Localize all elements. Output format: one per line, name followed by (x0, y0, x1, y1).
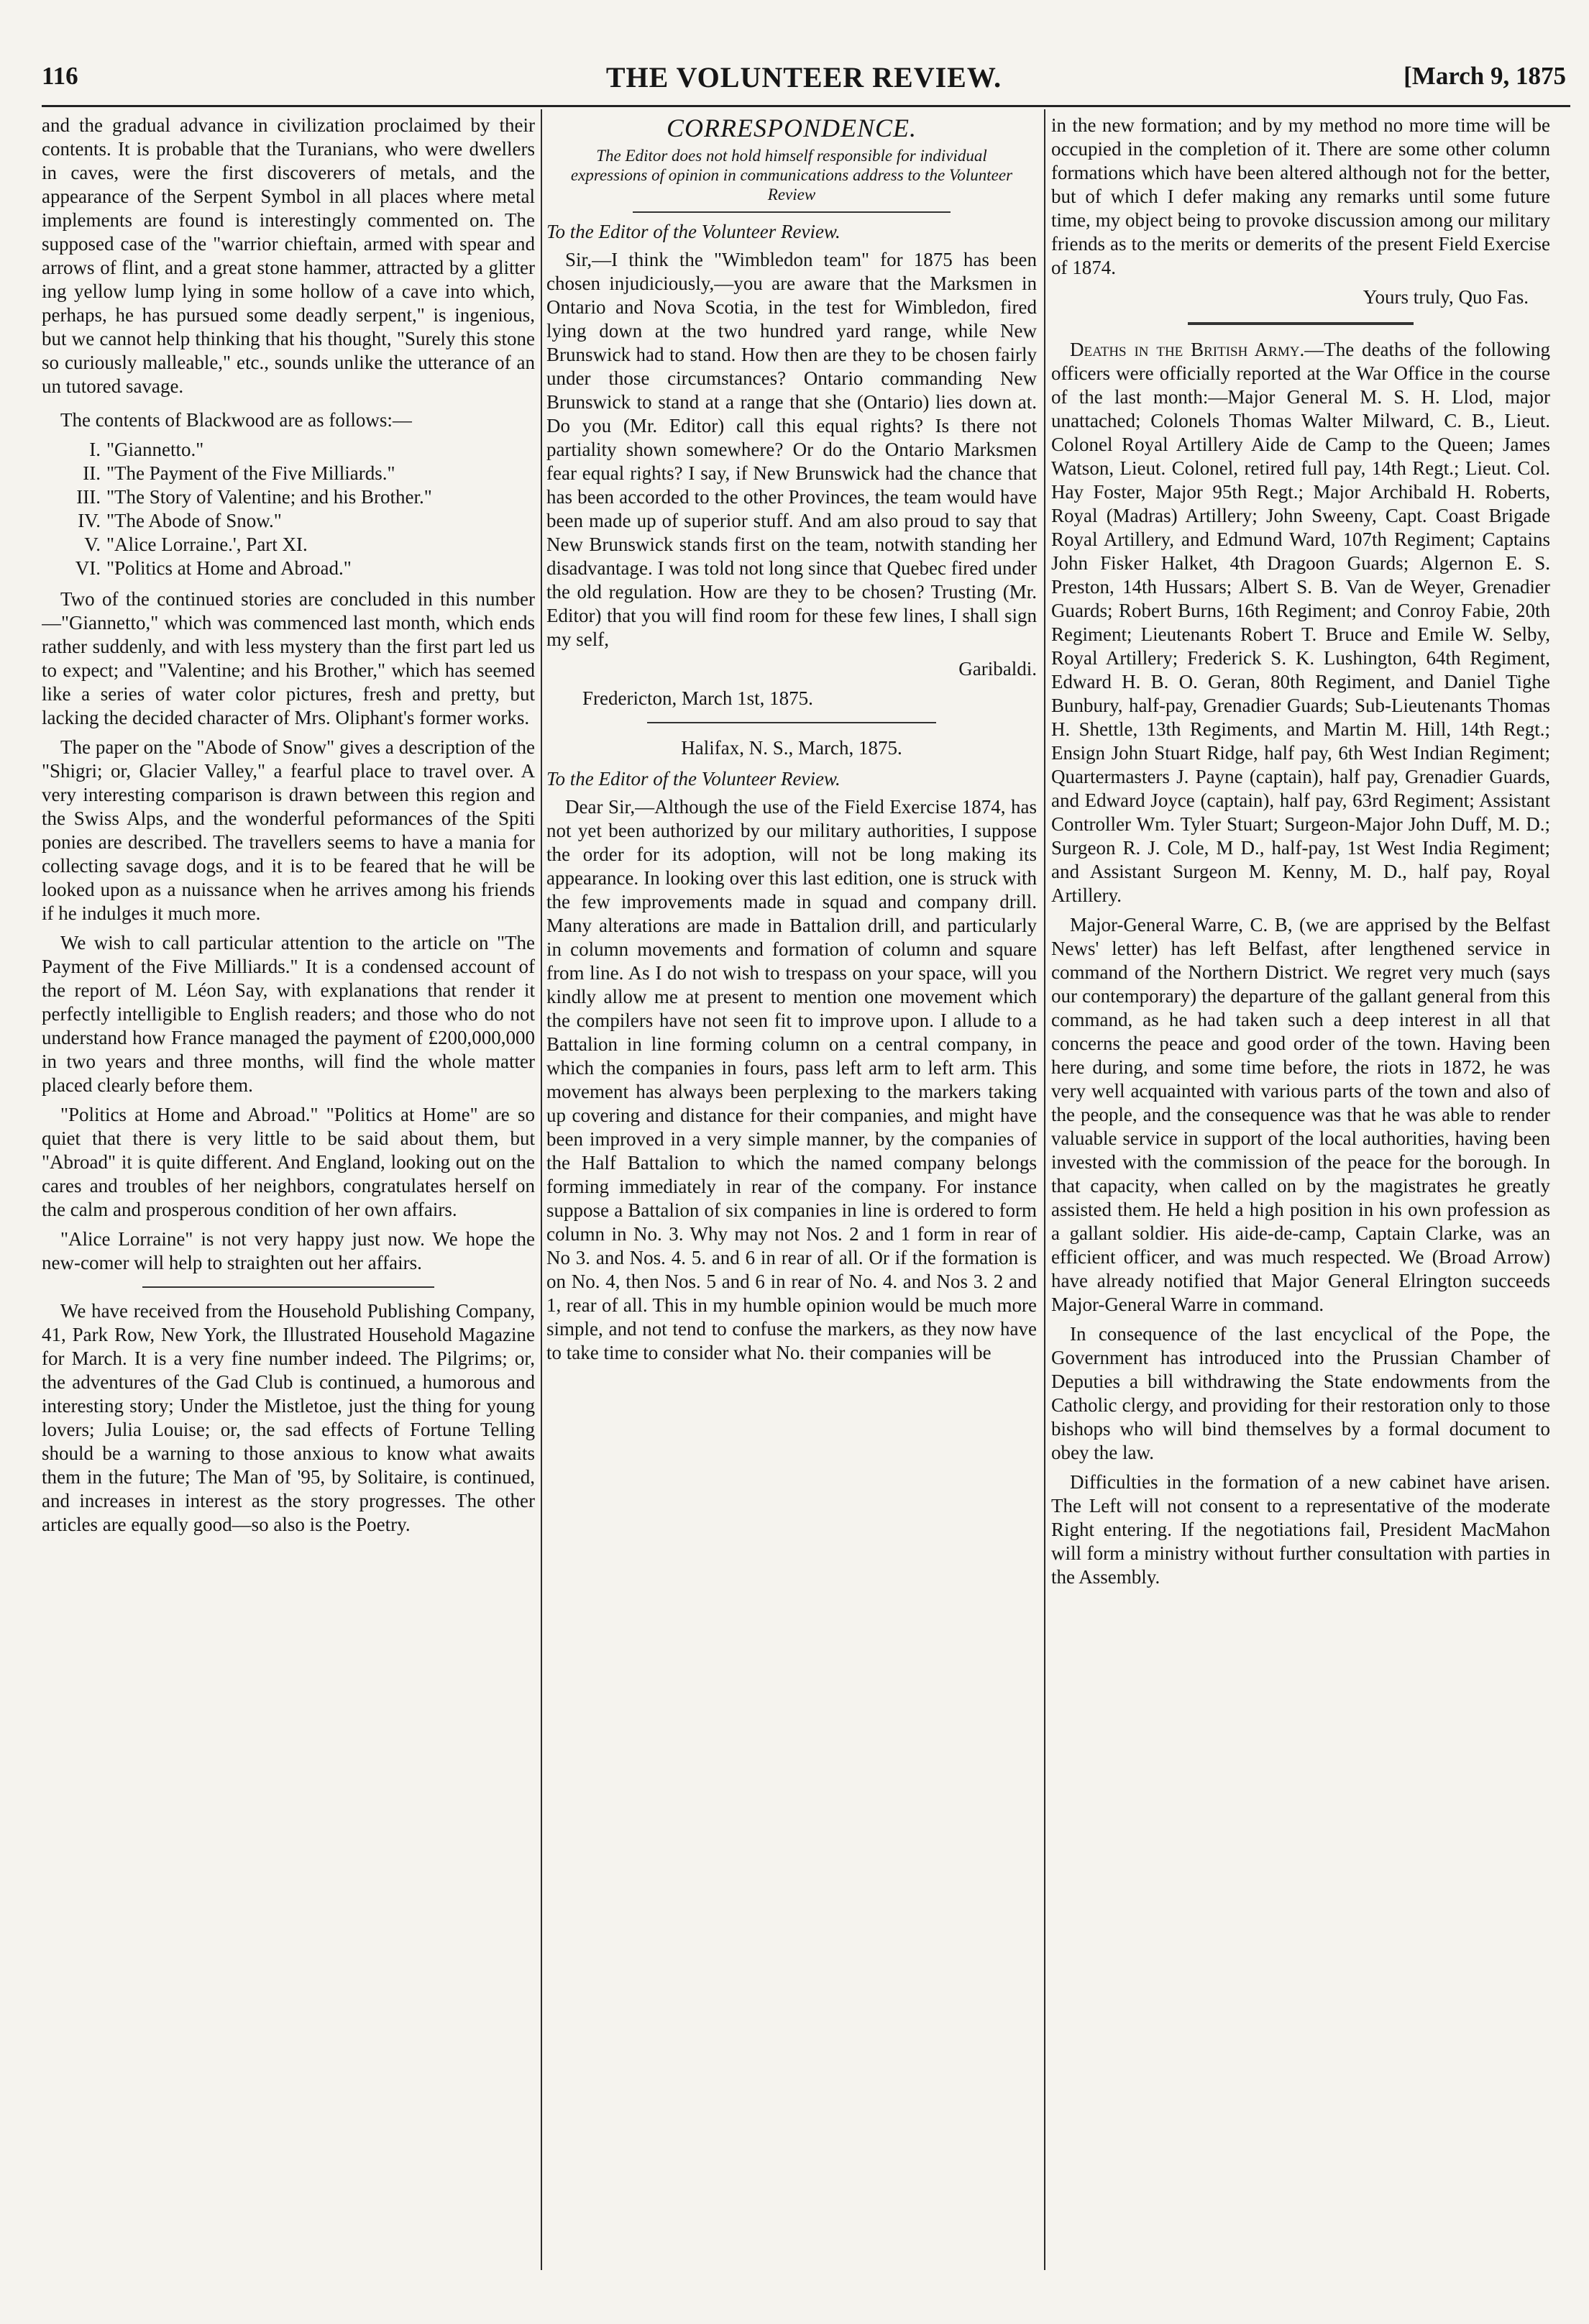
paragraph: In consequence of the last encyclical of the Pope, the Government has introduced into the Prussian Chamber of Deputies a bill withdrawing the State endowments from the Catholic clergy, and providing for their restoration only to those bishops who will bind themselves by a formal document to obey the law. (1051, 1323, 1550, 1463)
section-divider (633, 211, 951, 213)
letter-salutation: To the Editor of the Volunteer Review. (546, 768, 841, 790)
deaths-body: —The deaths of the following officers were officially reported at the War Office in the course of the last month:—Major General M. S. H. Llod, major unattached; Colonels Thomas Walter Milward, C. B., Lieut. Colonel Royal Artillery Aide de Camp to the Queen; James Watson, Lieut. Colonel, retired full pay, 14th Regt.; Lieut. Col. Hay Foster, Major 95th Regt.; Major Archibald H. Roberts, Royal (Madras) Artillery; John Sweeny, Capt. Coast Brigade Royal Artillery, and Edmund Ward, 107th Regiment; Captains John Fisker Halket, 4th Dragoon Guards; Algernon E. S. Preston, 14th Hussars; Albert S. B. Van de Weyer, Grenadier Guards; Robert Burns, 16th Regiment; and Conroy Fabie, 20th Regiment; Lieutenants Robert T. Bruce and Emile W. Selby, Royal Artillery; Frederick S. K. Lushington, 64th Regiment, Edward H. B. O. Geran, 80th Regiment, and Daniel Tighe Bunbury, half-pay, Grenadier Guards; Sub-Lieutenants Thomas H. Shettle, 13th Regiments, and Martin M. Hill, 14th Regt.; Ensign John Stuart Ridge, half pay, 6th West Indian Regiment; Quartermasters J. Payne (captain), half pay, Grenadier Guards, and Edward Joyce (captain), half pay, 63rd Regiment; Assistant Controller Wm. Tyler Stuart; Surgeon-Major John Duff, M. D.; Surgeon R. J. Cole, M D., half-pay, 1st West India Regiment; and Assistant Surgeon M. Kenny, M. D., half pay, Royal Artillery. (1051, 339, 1550, 906)
page-header (42, 60, 1566, 104)
column-3 (1051, 114, 1550, 2271)
paragraph: and the gradual advance in civilization proclaimed by their contents. It is probable that the Turanians, who were dwellers in caves, were the first discoverers of metals, and the appearance of the Serpent Symbol in all places where metal implements are found is interestingly commented on. The supposed case of the "warrior chieftain, armed with spear and arrows of flint, and a great stone hammer, attracted by a glitter ing yellow lump lying in some hollow of a cave into which, perhaps, he has pursued some deadly serpent," is ingenious, but we cannot help thinking that his thought, "Surely this stone so curiously malleable," etc., sounds unlike the utterance of an un tutored savage. (42, 114, 535, 397)
list-item-title: "The Abode of Snow." (106, 510, 282, 531)
blackwood-contents-list (56, 438, 535, 580)
paragraph: "Alice Lorraine" is not very happy just now. We hope the new-comer will help to straighten out her affairs. (42, 1228, 535, 1273)
paragraph: in the new formation; and by my method no more time will be occupied in the completion of it. There are some other column formations which have been altered although not for the better, but of which I defer making any remarks until some future time, my object being to provoke discussion among our military friends as to the merits or demerits of the present Field Exercise of 1874. (1051, 114, 1550, 278)
letter-salutation: To the Editor of the Volunteer Review. (546, 221, 841, 242)
column-divider (541, 109, 542, 2270)
list-item (56, 462, 535, 485)
paragraph: The paper on the "Abode of Snow" gives a description of the "Shigri; or, Glacier Valley," a fearful place to travel over. A very interesting comparison is drawn between this region and the Swiss Alps, and the wonderful peformances of the Spiti ponies are described. The travellers seems to have a mania for collecting savage dogs, and it is to be feared that he will be looked upon as a nuissance when he arrives among his friends if he indulges it much more. (42, 736, 535, 924)
paragraph: Major-General Warre, C. B, (we are apprised by the Belfast News' letter) has left Belfast, after lengthened service in command of the Northern District. We regret very much (says our contemporary) the departure of the gallant general from this command, as he had taken such a deep interest in all that concerns the peace and good order of the town. Having been here during, and some time before, the riots in 1872, he was very well acquainted with various parts of the town and also of the people, and the consequence was that he was able to render valuable service in support of the local authorities, having been invested with the commission of the peace for the borough. In that capacity, when called on by the magistrates he greatly assisted them. He held a high position in his own profession as a gallant soldier. His aide-de-camp, Captain Clarke, was an efficient officer, and was much respected. We (Broad Arrow) have already notified that Major General Elrington succeeds Major-General Warre in command. (1051, 914, 1550, 1315)
paragraph: We wish to call particular attention to the article on "The Payment of the Five Milliards." It is a condensed account of the report of M. Léon Say, with explanations that render it perfectly intelligible to English readers; and those who do not understand how France managed the payment of £200,000,000 in two years and three months, will find the whole matter placed clearly before them. (42, 932, 535, 1096)
letter-body: Dear Sir,—Although the use of the Field Exercise 1874, has not yet been authorized by our military authorities, I suppose the order for its adoption, will not be long making its appearance. In looking over this last edition, one is struck with the few improvements made in squad and company drill. Many alterations are made in Battalion drill, and particularly in column movements and formation of column and square from line. As I do not wish to trespass on your space, will you kindly allow me at present to mention one movement which the compilers have not seen fit to improve upon. I allude to a Battalion in line forming column on a central company, in which the companies in fours, pass left arm to left arm. This movement has always been perplexing to the markers taking up covering and distance for their companies, and might have been improved in a very simple manner, by the companies of the Half Battalion to which the named company belongs forming immediately in rear of the company. For instance suppose a Battalion of six companies in line is ordered to form column in No. 3. Why may not Nos. 2 and 1 form in rear of No 3. and Nos. 4. 5. and 6 in rear of all. Or if the formation is on No. 4, then Nos. 5 and 6 in rear of No. 4. and Nos 3. 2 and 1, rear of all. This in my humble opinion would be much more simple, and not tend to confuse the markers, as they now have to take time to consider what No. their companies will be (546, 796, 1037, 1363)
list-item (56, 485, 535, 509)
list-numeral: I. (89, 439, 101, 460)
list-item-title: "Giannetto." (106, 439, 204, 460)
paragraph: The contents of Blackwood are as follows:— (60, 409, 412, 431)
section-heading: CORRESPONDENCE. (667, 114, 917, 142)
paragraph: Difficulties in the formation of a new cabinet have arisen. The Left will not consent to a representative of the moderate Right entering. If the negotiations fail, President MacMahon will form a ministry without further consultation with parties in the Assembly. (1051, 1471, 1550, 1588)
letter-signature: Garibaldi. (958, 658, 1037, 680)
paragraph: Two of the continued stories are concluded in this number—"Giannetto," which was commenced last month, which ends rather suddenly, and with less mystery than the first part led us to expect; and "Valentine; and his Brother," which has seemed like a series of water color pictures, fresh and pretty, but lacking the decided character of Mrs. Oliphant's former works. (42, 588, 535, 728)
newspaper-title: THE VOLUNTEER REVIEW. (605, 61, 1002, 93)
list-numeral: II. (83, 462, 101, 484)
paragraph: "Politics at Home and Abroad." "Politics at Home" are so quiet that there is very little to be said about them, but "Abroad" it is quite different. And England, looking out on the cares and troubles of her neighbors, congratulates herself on the calm and prosperous condition of her own affairs. (42, 1104, 535, 1220)
list-item (56, 438, 535, 462)
column-2 (546, 114, 1037, 2271)
list-numeral: III. (76, 486, 101, 508)
header-rule (42, 105, 1570, 107)
list-item (56, 557, 535, 580)
paragraph: We have received from the Household Publishing Company, 41, Park Row, New York, the Illustrated Household Magazine for March. It is a very fine number indeed. The Pilgrims; or, the adventures of the Gad Club is continued, a humorous and interesting story; Under the Mistletoe, just the thing for young lovers; Julia Louise; or, the sad effects of Fortune Telling should be a warning to those anxious to know what awaits them in the future; The Man of '95, by Solitaire, is continued, and increases in interest as the story progresses. The other articles are equally good—so also is the Poetry. (42, 1300, 535, 1535)
list-item-title: "Alice Lorraine.', Part XI. (106, 534, 308, 555)
list-item-title: "Politics at Home and Abroad." (106, 557, 352, 579)
list-numeral: IV. (78, 510, 101, 531)
list-numeral: VI. (75, 557, 101, 579)
editor-disclaimer: The Editor does not hold himself responsible for individual expressions of opinion in communications address to the Volunteer Review (570, 147, 1013, 203)
letter-dateline: Halifax, N. S., March, 1875. (681, 737, 902, 759)
column-divider (1044, 109, 1045, 2270)
section-divider (1188, 322, 1414, 325)
list-numeral: V. (84, 534, 101, 555)
list-item (56, 509, 535, 533)
paragraph (1051, 338, 1550, 907)
column-1 (42, 114, 535, 2271)
list-item-title: "The Story of Valentine; and his Brother." (106, 486, 432, 508)
letter-body: Sir,—I think the "Wimbledon team" for 1875 has been chosen injudiciously,—you are aware that the Marksmen in Ontario and Nova Scotia, in the test for Wimbledon, fired lying down at the two hundred yard range, while New Brunswick had to stand. How then are they to be chosen fairly under those circumstances? Ontario commanding New Brunswick to stand at a range that she (Ontario) lies down at. Do you (Mr. Editor) call this equal rights? Is there not partiality shown somewhere? Or do the Ontario Marksmen fear equal rights? I say, if New Brunswick had the chance that has been accorded to the other Provinces, the team would have been made up of superior stuff. And am also proud to say that New Brunswick stands first on the team, notwith standing her disadvantage. I was told not long since that Quebec fired under the old regulation. How are they to be chosen? Trusting (Mr. Editor) that you will find room for these few lines, I shall sign my self, (546, 249, 1037, 650)
deaths-lead: Deaths in the British Army. (1070, 339, 1305, 360)
section-divider (142, 1286, 434, 1288)
letter-place-date: Fredericton, March 1st, 1875. (582, 687, 813, 709)
list-item-title: "The Payment of the Five Milliards." (106, 462, 395, 484)
list-item (56, 533, 535, 557)
issue-date: [March 9, 1875 (1403, 62, 1566, 90)
section-divider (647, 722, 936, 723)
page-number: 116 (42, 62, 78, 90)
letter-closing: Yours truly, Quo Fas. (1363, 286, 1529, 308)
